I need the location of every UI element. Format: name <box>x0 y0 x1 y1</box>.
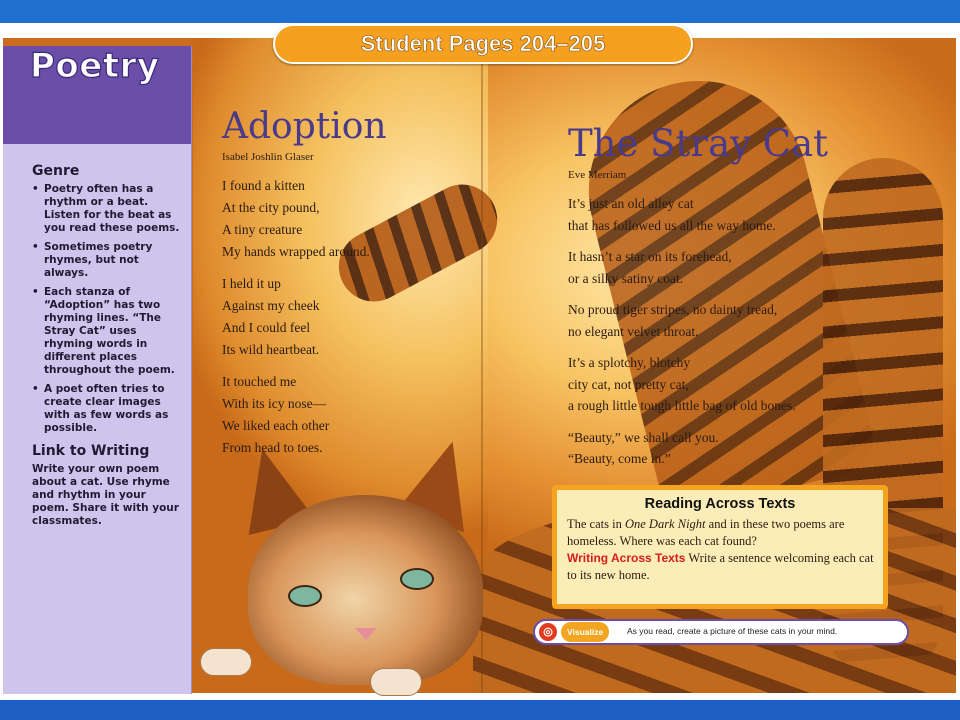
adoption-poem <box>222 106 422 469</box>
poem-author: Eve Merriam <box>568 169 627 181</box>
bottom-blue-bar <box>0 700 960 720</box>
poem-line: A tiny creature <box>222 222 303 237</box>
poem-title: Adoption <box>222 106 387 147</box>
poetry-heading: Poetry <box>30 46 160 86</box>
cat-paw <box>200 648 252 676</box>
poem-line: “Beauty,” we shall call you. <box>568 429 719 445</box>
poem-line: From head to toes. <box>222 440 323 455</box>
poem-line: It hasn’t a star on its forehead, <box>568 249 732 264</box>
poem-line: I found a kitten <box>222 178 305 193</box>
visualize-label: Visualize <box>561 622 609 642</box>
stray-cat-poem <box>568 122 868 480</box>
cat-nose <box>355 628 377 640</box>
cat-face-illustration <box>248 495 483 685</box>
writing-across-texts-label: Writing Across Texts <box>567 551 686 565</box>
stanza <box>568 246 868 289</box>
cat-paw <box>370 668 422 696</box>
poem-line: It touched me <box>222 374 297 389</box>
poem-line: a rough little tough little bag of old bones. <box>568 398 796 413</box>
poem-line: I held it up <box>222 276 281 291</box>
genre-list <box>32 183 182 435</box>
poem-line: Its wild heartbeat. <box>222 342 320 357</box>
book-title: One Dark Night <box>624 517 706 531</box>
poem-line: Against my cheek <box>222 298 320 313</box>
poem-line: And I could feel <box>222 320 311 335</box>
poem-line: It’s just an old alley cat <box>568 196 694 211</box>
cat-left-eye <box>288 585 322 607</box>
question-text: and in these two poems are homeless. Where was each cat found? <box>567 517 845 548</box>
genre-item: • Poetry often has a rhythm or a beat. Listen for the beat as you read these poems. <box>32 183 182 235</box>
visualize-text: As you read, create a picture of these cats in your mind. <box>627 626 838 636</box>
question-text: The cats in <box>567 517 625 531</box>
stanza <box>568 352 868 417</box>
stanza <box>222 273 422 361</box>
poem-line: At the city pound, <box>222 200 320 215</box>
stanza <box>568 193 868 236</box>
cat-right-eye <box>400 568 434 590</box>
reading-across-texts-box <box>552 485 888 609</box>
poem-line: We liked each other <box>222 418 330 433</box>
poem-line: No proud tiger stripes, no dainty tread, <box>568 302 778 317</box>
poem-line: city cat, not pretty cat, <box>568 376 689 392</box>
poem-line: or a silky satiny coat. <box>568 270 684 286</box>
visualize-icon: ◎ <box>539 623 557 641</box>
link-to-writing-text: Write your own poem about a cat. Use rhyme and rhythm in your poem. Share it with your classmates. <box>32 463 179 527</box>
stanza <box>222 175 422 263</box>
genre-item: • Sometimes poetry rhymes, but not always. <box>32 241 182 280</box>
poem-line: My hands wrapped around. <box>222 244 370 259</box>
poem-line: “Beauty, come in.” <box>568 451 671 466</box>
poem-line: that has followed us all the way home. <box>568 217 776 233</box>
visualize-strip <box>533 619 909 645</box>
poem-line: no elegant velvet throat. <box>568 323 699 339</box>
sidebar-content <box>32 163 182 528</box>
poem-author: Isabel Joshlin Glaser <box>222 151 314 163</box>
reading-across-texts-title: Reading Across Texts <box>644 496 796 512</box>
reading-across-texts-question <box>567 516 877 550</box>
link-to-writing-heading: Link to Writing <box>32 443 150 459</box>
writing-prompt: Write a sentence welcoming each cat to its new home. <box>567 551 874 582</box>
student-pages-banner: Student Pages 204–205 <box>273 24 693 64</box>
top-blue-bar <box>0 0 960 23</box>
stanza <box>568 299 868 342</box>
stanza <box>222 371 422 459</box>
poem-line: It’s a splotchy, blotchy <box>568 355 691 370</box>
genre-item: • A poet often tries to create clear images with as few words as possible. <box>32 383 182 435</box>
poem-line: With its icy nose— <box>222 396 327 411</box>
genre-item: • Each stanza of “Adoption” has two rhyming lines. “The Stray Cat” uses rhyming words in different places throughout the poem. <box>32 286 182 377</box>
poem-title: The Stray Cat <box>568 122 829 165</box>
genre-heading: Genre <box>32 163 80 179</box>
writing-across-texts <box>567 550 877 584</box>
stanza <box>568 427 868 470</box>
